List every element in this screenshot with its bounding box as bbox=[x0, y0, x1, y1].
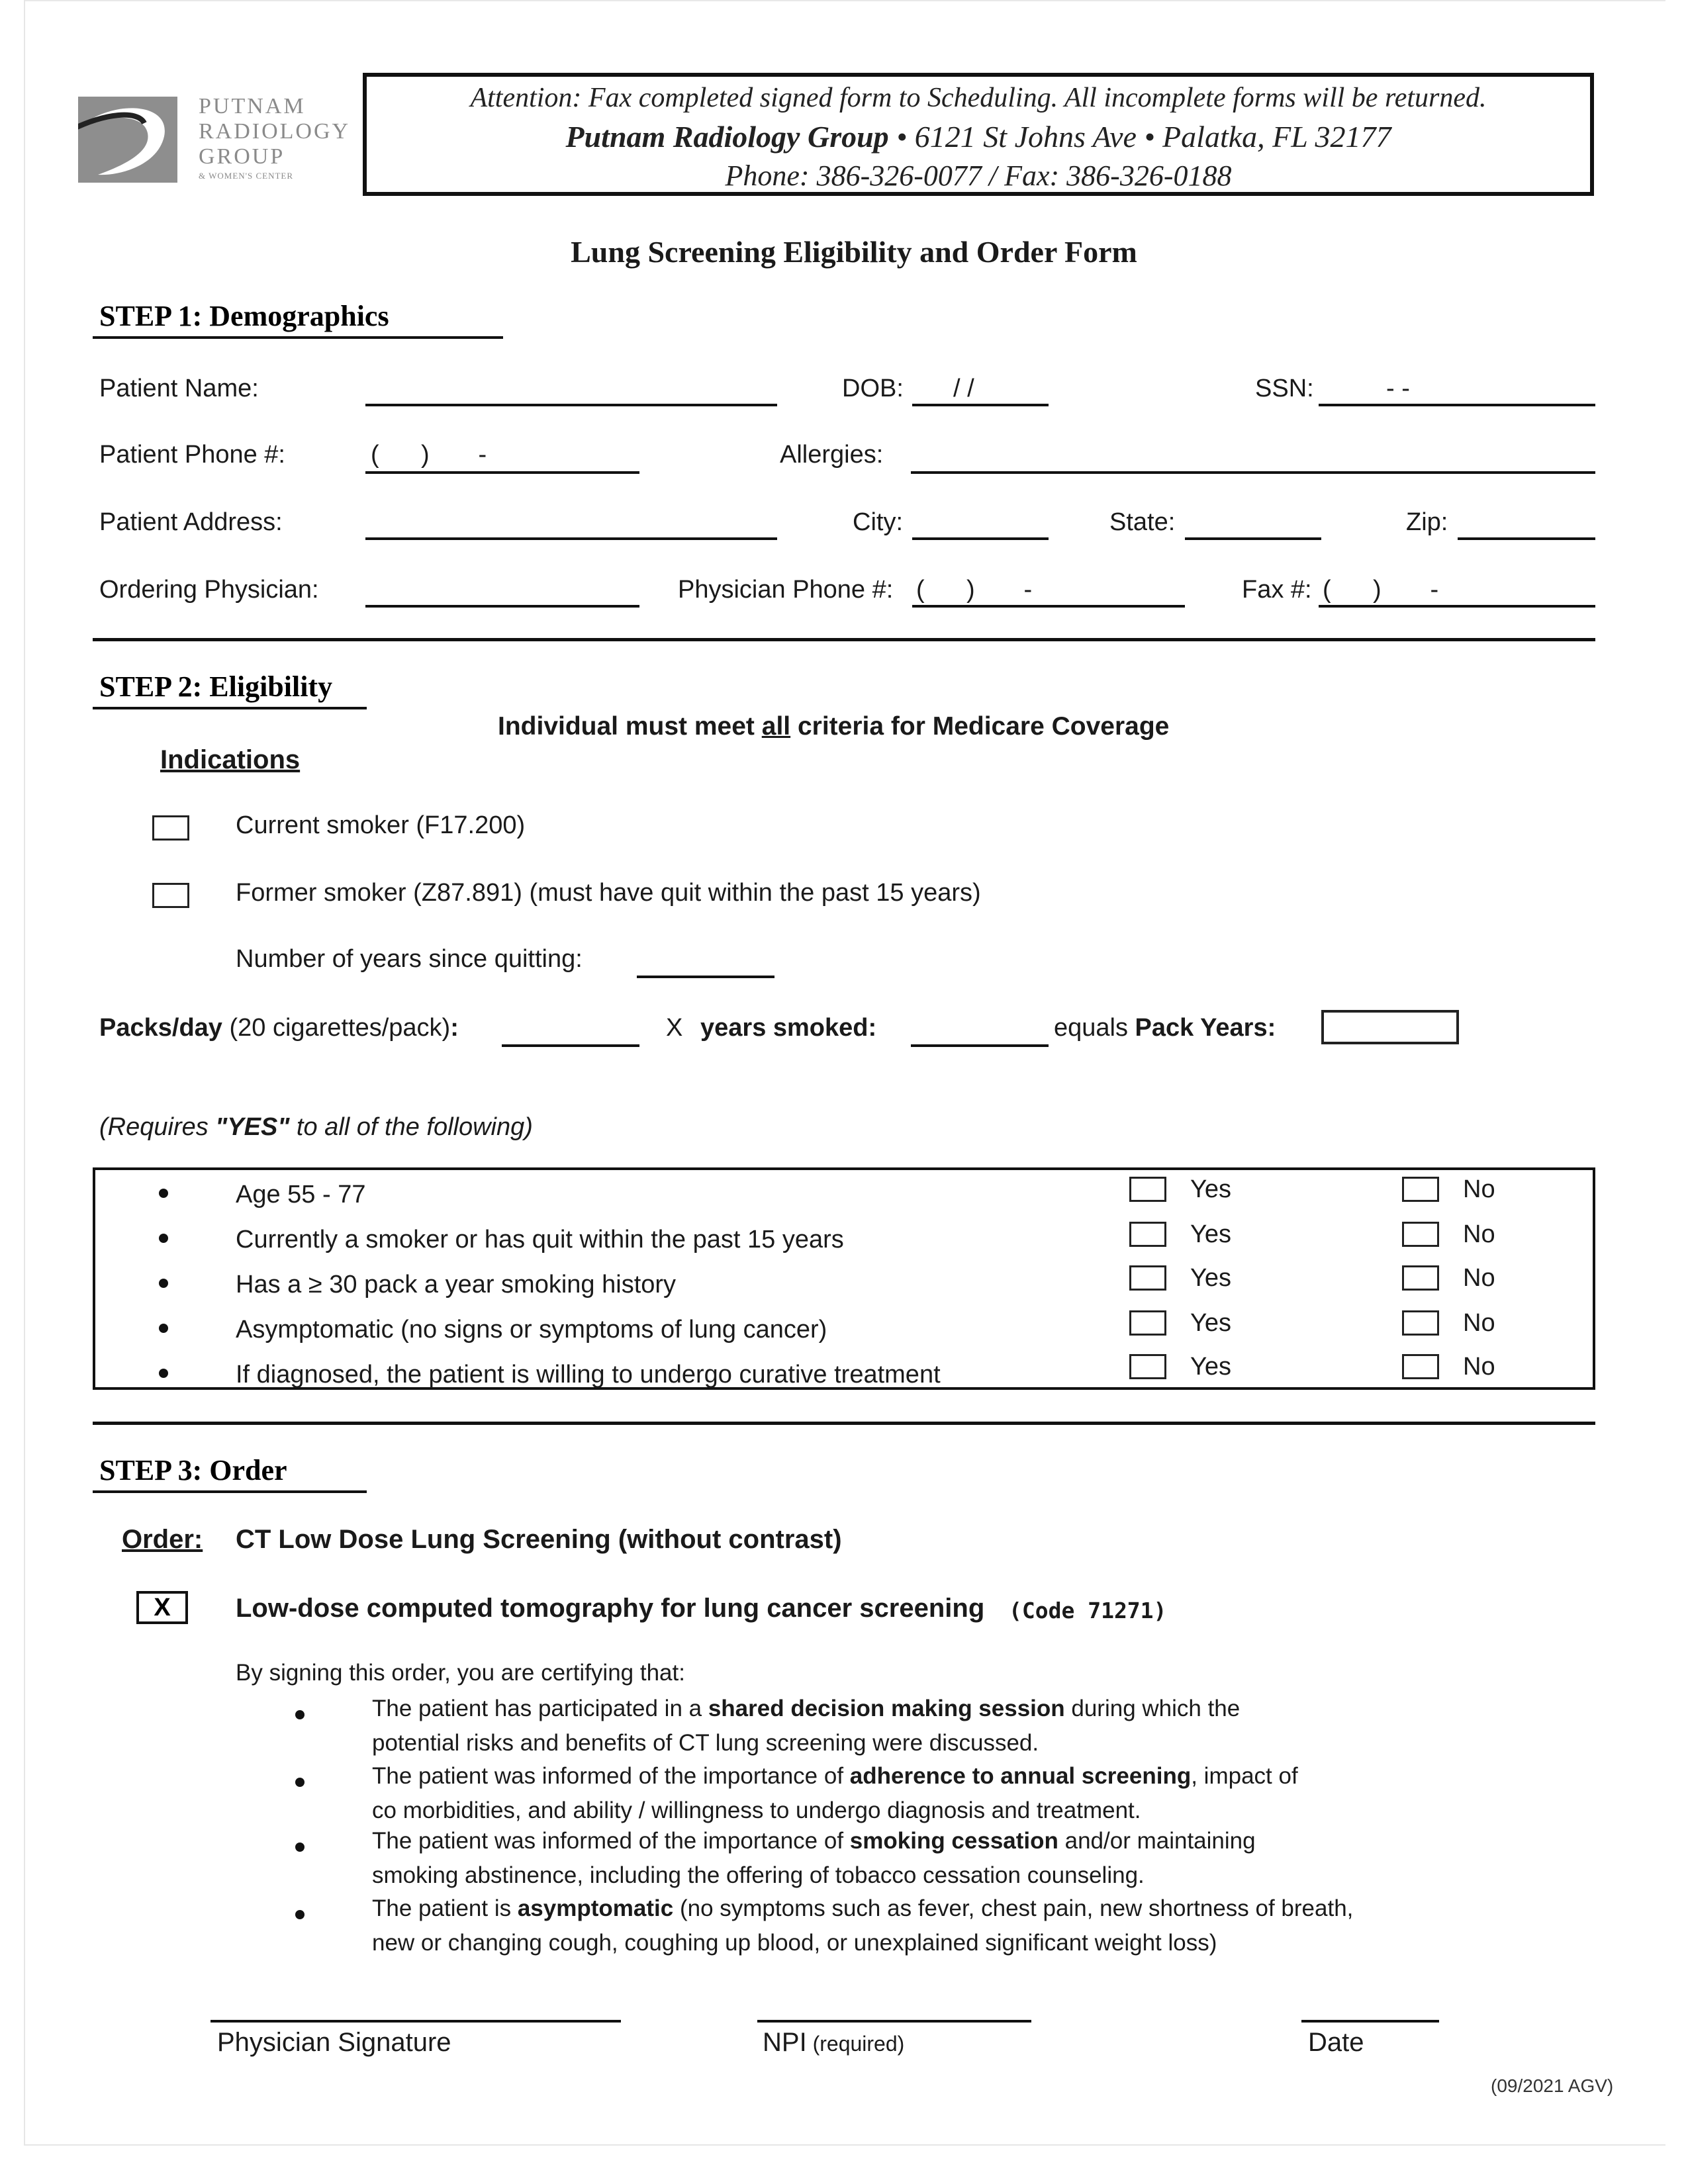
cert-item-4 bbox=[372, 1891, 1353, 1960]
cert3-text-a: The patient was informed of the importance of bbox=[372, 1828, 850, 1854]
requires-yes-note bbox=[99, 1113, 533, 1142]
times-sign: X bbox=[666, 1014, 683, 1042]
ldct-code: (Code 71271) bbox=[1009, 1598, 1167, 1623]
yes-label: Yes bbox=[1190, 1309, 1231, 1337]
allergies-label: Allergies: bbox=[780, 441, 884, 469]
packs-day-note: (20 cigarettes/pack) bbox=[222, 1014, 451, 1042]
patient-name-label: Patient Name: bbox=[99, 375, 259, 402]
criterion-label: Currently a smoker or has quit within the past 15 years bbox=[236, 1226, 844, 1253]
bullet-icon bbox=[295, 1910, 305, 1919]
step2-heading: STEP 2: Eligibility bbox=[99, 670, 333, 703]
logo-swoosh-icon bbox=[78, 97, 177, 183]
bullet-icon bbox=[295, 1710, 305, 1719]
fax-mask: ( ) - bbox=[1323, 576, 1439, 604]
logo-line3: GROUP bbox=[199, 144, 285, 169]
pack-years-bold: Pack Years: bbox=[1135, 1014, 1276, 1042]
form-version-code: (09/2021 AGV) bbox=[1491, 2075, 1614, 2096]
cert1-text-b: shared decision making session bbox=[708, 1696, 1065, 1721]
org-address: • 6121 St Johns Ave • Palatka, FL 32177 bbox=[888, 120, 1391, 154]
state-field[interactable] bbox=[1185, 537, 1321, 540]
cert-item-3 bbox=[372, 1824, 1256, 1893]
ordering-physician-field[interactable] bbox=[365, 605, 639, 608]
certify-intro: By signing this order, you are certifying that: bbox=[236, 1660, 685, 1686]
bullet-icon bbox=[295, 1778, 305, 1787]
bullet-icon bbox=[159, 1324, 168, 1333]
no-label: No bbox=[1463, 1175, 1495, 1203]
current-smoker-checkbox[interactable] bbox=[152, 815, 189, 841]
logo-line2: RADIOLOGY bbox=[199, 119, 351, 144]
medicare-criteria-note bbox=[498, 712, 1169, 741]
org-name: Putnam Radiology Group bbox=[565, 120, 889, 154]
no-checkbox[interactable] bbox=[1402, 1265, 1439, 1291]
physician-signature-field[interactable] bbox=[211, 2020, 621, 2023]
physician-phone-mask: ( ) - bbox=[916, 576, 1033, 604]
logo-line4: & WOMEN'S CENTER bbox=[199, 171, 294, 181]
bullet-icon bbox=[295, 1843, 305, 1852]
no-label: No bbox=[1463, 1220, 1495, 1248]
dob-label: DOB: bbox=[842, 375, 904, 402]
page-edge bbox=[24, 0, 25, 2144]
phone-fax-text: Phone: 386-326-0077 / Fax: 386-326-0188 bbox=[725, 159, 1232, 192]
page-edge bbox=[24, 2144, 1665, 2146]
packs-day-label bbox=[99, 1014, 459, 1042]
former-smoker-label: Former smoker (Z87.891) (must have quit within the past 15 years) bbox=[236, 879, 981, 907]
packs-day-colon: : bbox=[450, 1014, 459, 1042]
no-checkbox[interactable] bbox=[1402, 1310, 1439, 1336]
yes-label: Yes bbox=[1190, 1264, 1231, 1292]
packs-day-bold: Packs/day bbox=[99, 1014, 222, 1042]
yes-checkbox[interactable] bbox=[1129, 1265, 1166, 1291]
current-smoker-label: Current smoker (F17.200) bbox=[236, 811, 526, 839]
ldct-label: Low-dose computed tomography for lung cancer screening bbox=[236, 1594, 985, 1623]
header-box bbox=[363, 73, 1594, 196]
order-value: CT Low Dose Lung Screening (without contrast) bbox=[236, 1525, 842, 1554]
yes-checkbox[interactable] bbox=[1129, 1177, 1166, 1202]
logo-line1: PUTNAM bbox=[199, 94, 306, 118]
date-field[interactable] bbox=[1301, 2020, 1439, 2023]
requires-yes: "YES" bbox=[215, 1113, 290, 1141]
indications-heading: Indications bbox=[160, 745, 301, 774]
patient-name-field[interactable] bbox=[365, 404, 777, 406]
dob-mask: / / bbox=[953, 375, 974, 402]
medicare-pre: Individual must meet bbox=[498, 712, 762, 741]
cert1-text-d: potential risks and benefits of CT lung screening were discussed. bbox=[372, 1730, 1039, 1756]
section-divider bbox=[93, 638, 1595, 641]
allergies-field[interactable] bbox=[911, 471, 1595, 474]
bullet-icon bbox=[159, 1189, 168, 1198]
requires-post: to all of the following) bbox=[289, 1113, 533, 1141]
cert-item-2 bbox=[372, 1759, 1298, 1828]
attention-text: Attention: Fax completed signed form to Scheduling. All incomplete forms will be returned. bbox=[470, 83, 1487, 113]
step1-heading: STEP 1: Demographics bbox=[99, 300, 389, 332]
cert4-text-c: (no symptoms such as fever, chest pain, new shortness of breath, bbox=[673, 1895, 1354, 1921]
cert4-text-d: new or changing cough, coughing up blood, or unexplained significant weight loss) bbox=[372, 1930, 1217, 1956]
bullet-icon bbox=[159, 1234, 168, 1243]
medicare-post: criteria for Medicare Coverage bbox=[790, 712, 1170, 741]
state-label: State: bbox=[1109, 508, 1176, 536]
step1-underline bbox=[93, 336, 503, 339]
yes-label: Yes bbox=[1190, 1220, 1231, 1248]
years-since-quitting-label: Number of years since quitting: bbox=[236, 945, 583, 973]
cert2-text-a: The patient was informed of the importance of bbox=[372, 1763, 850, 1789]
no-checkbox[interactable] bbox=[1402, 1354, 1439, 1379]
npi-field[interactable] bbox=[757, 2020, 1031, 2023]
no-label: No bbox=[1463, 1353, 1495, 1381]
cert3-text-b: smoking cessation bbox=[849, 1828, 1058, 1854]
cert2-text-d: co morbidities, and ability / willingness to undergo diagnosis and treatment. bbox=[372, 1797, 1141, 1823]
ssn-field[interactable] bbox=[1319, 404, 1595, 406]
yes-checkbox[interactable] bbox=[1129, 1310, 1166, 1336]
physician-phone-field[interactable] bbox=[912, 605, 1185, 608]
cert4-text-b: asymptomatic bbox=[517, 1895, 674, 1921]
npi-label bbox=[763, 2028, 904, 2058]
patient-address-field[interactable] bbox=[365, 537, 777, 540]
form-title: Lung Screening Eligibility and Order Form bbox=[571, 235, 1137, 269]
no-checkbox[interactable] bbox=[1402, 1177, 1439, 1202]
zip-field[interactable] bbox=[1458, 537, 1595, 540]
date-label: Date bbox=[1308, 2028, 1364, 2057]
cert1-text-c: during which the bbox=[1064, 1696, 1241, 1721]
cert2-text-c: , impact of bbox=[1191, 1763, 1298, 1789]
physician-signature-label: Physician Signature bbox=[217, 2028, 451, 2057]
criterion-label: Asymptomatic (no signs or symptoms of lung cancer) bbox=[236, 1316, 827, 1343]
patient-address-label: Patient Address: bbox=[99, 508, 283, 536]
former-smoker-checkbox[interactable] bbox=[152, 883, 189, 908]
cert-item-1 bbox=[372, 1692, 1240, 1760]
pack-years-label bbox=[1054, 1014, 1276, 1042]
ldct-checkbox[interactable]: X bbox=[136, 1591, 188, 1624]
fax-field[interactable] bbox=[1319, 605, 1595, 608]
zip-label: Zip: bbox=[1406, 508, 1448, 536]
equals-text: equals bbox=[1054, 1014, 1135, 1042]
packs-day-field[interactable] bbox=[502, 1044, 639, 1047]
section-divider bbox=[93, 1422, 1595, 1425]
pack-years-box[interactable] bbox=[1321, 1010, 1459, 1044]
physician-phone-label: Physician Phone #: bbox=[678, 576, 894, 604]
cert3-text-c: and/or maintaining bbox=[1058, 1828, 1256, 1854]
npi-text: NPI bbox=[763, 2028, 807, 2057]
org-line bbox=[367, 119, 1590, 154]
criterion-label: Has a ≥ 30 pack a year smoking history bbox=[236, 1271, 677, 1298]
yes-label: Yes bbox=[1190, 1353, 1231, 1381]
city-field[interactable] bbox=[912, 537, 1049, 540]
medicare-all: all bbox=[761, 712, 791, 741]
patient-phone-mask: ( ) - bbox=[371, 441, 487, 469]
years-smoked-field[interactable] bbox=[911, 1044, 1049, 1047]
step2-underline bbox=[93, 707, 367, 709]
step3-underline bbox=[93, 1490, 367, 1493]
yes-checkbox[interactable] bbox=[1129, 1222, 1166, 1247]
criterion-label: If diagnosed, the patient is willing to undergo curative treatment bbox=[236, 1361, 941, 1388]
patient-phone-field[interactable] bbox=[365, 471, 639, 474]
npi-note: (required) bbox=[806, 2032, 905, 2056]
logo-mark bbox=[78, 97, 177, 183]
cert1-text-a: The patient has participated in a bbox=[372, 1696, 708, 1721]
cert2-text-b: adherence to annual screening bbox=[849, 1763, 1192, 1789]
bullet-icon bbox=[159, 1369, 168, 1378]
cert4-text-a: The patient is bbox=[372, 1895, 518, 1921]
ssn-label: SSN: bbox=[1255, 375, 1314, 402]
no-label: No bbox=[1463, 1309, 1495, 1337]
no-label: No bbox=[1463, 1264, 1495, 1292]
fax-label: Fax #: bbox=[1242, 576, 1312, 604]
bullet-icon bbox=[159, 1279, 168, 1288]
ssn-mask: - - bbox=[1386, 375, 1410, 402]
city-label: City: bbox=[853, 508, 903, 536]
step3-heading: STEP 3: Order bbox=[99, 1454, 287, 1486]
criterion-label: Age 55 - 77 bbox=[236, 1181, 366, 1208]
dob-field[interactable] bbox=[912, 404, 1049, 406]
years-smoked-label: years smoked: bbox=[700, 1014, 877, 1042]
requires-pre: (Requires bbox=[99, 1113, 216, 1141]
cert3-text-d: smoking abstinence, including the offering of tobacco cessation counseling. bbox=[372, 1862, 1145, 1888]
patient-phone-label: Patient Phone #: bbox=[99, 441, 285, 469]
years-since-quitting-field[interactable] bbox=[637, 976, 774, 978]
yes-checkbox[interactable] bbox=[1129, 1354, 1166, 1379]
page-edge bbox=[24, 0, 1665, 1]
order-label: Order: bbox=[122, 1525, 203, 1554]
ordering-physician-label: Ordering Physician: bbox=[99, 576, 319, 604]
yes-label: Yes bbox=[1190, 1175, 1231, 1203]
no-checkbox[interactable] bbox=[1402, 1222, 1439, 1247]
